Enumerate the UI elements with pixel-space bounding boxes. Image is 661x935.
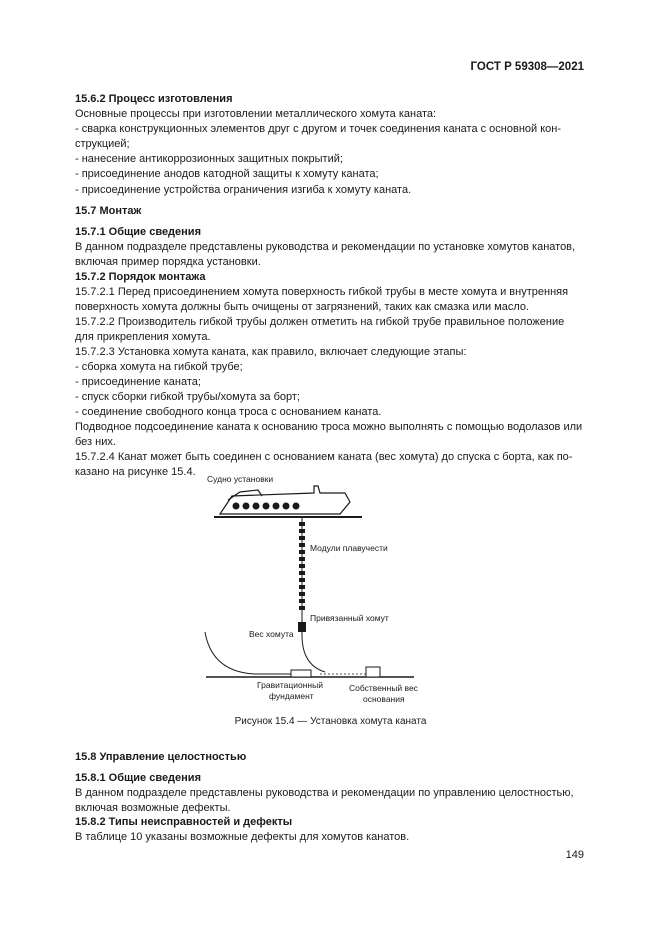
text-line: В таблице 10 указаны возможные дефекты для хомутов канатов. (75, 831, 410, 843)
text-line: Подводное подсоединение каната к основанию троса можно выполнять с помощью водолазов или (75, 421, 583, 433)
text-line: включая возможные дефекты. (75, 802, 231, 814)
heading-15-8-1: 15.8.1 Общие сведения (75, 772, 201, 784)
text-line: 15.7.2.3 Установка хомута каната, как правило, включает следующие этапы: (75, 346, 467, 358)
text-line: казано на рисунке 15.4. (75, 466, 196, 478)
text-line: струкцией; (75, 138, 130, 150)
flexible-pipe (302, 517, 325, 672)
label-tethered-clamp: Привязанный хомут (310, 613, 389, 623)
vessel-hull (220, 486, 350, 514)
label-own-weight-1: Собственный вес (349, 683, 418, 693)
heading-15-7: 15.7 Монтаж (75, 205, 142, 217)
page-number: 149 (565, 849, 584, 861)
heading-15-7-1: 15.7.1 Общие сведения (75, 226, 201, 238)
tethered-clamp (298, 622, 306, 632)
list-item: - присоединение анодов катодной защиты к хомуту каната; (75, 168, 379, 180)
list-item: - соединение свободного конца троса с основанием каната. (75, 406, 382, 418)
heading-15-7-2: 15.7.2 Порядок монтажа (75, 271, 206, 283)
text-line: 15.7.2.1 Перед присоединением хомута поверхность гибкой трубы в месте хомута и внутренняя (75, 286, 569, 298)
label-own-weight-2: основания (363, 694, 405, 704)
label-gravity-base-1: Гравитационный (257, 680, 323, 690)
label-clamp-weight: Вес хомута (249, 629, 294, 639)
text-line: включая пример порядка установки. (75, 256, 261, 268)
text-line: 15.7.2.4 Канат может быть соединен с основанием каната (вес хомута) до спуска с борта, как по- (75, 451, 573, 463)
list-item: - сборка хомута на гибкой трубе; (75, 361, 243, 373)
gravity-base (291, 670, 311, 677)
document-header: ГОСТ Р 59308—2021 (470, 61, 584, 73)
text-line: без них. (75, 436, 116, 448)
text-line: В данном подразделе представлены руководства и рекомендации по установке хомутов канатов, (75, 241, 576, 253)
list-item: - присоединение каната; (75, 376, 201, 388)
label-vessel: Судно установки (207, 474, 274, 484)
text-line: Основные процессы при изготовлении металлического хомута каната: (75, 108, 437, 120)
text-line: поверхность хомута должны быть очищены от загрязнений, таких как смазка или масло. (75, 301, 530, 313)
heading-15-8-2: 15.8.2 Типы неисправностей и дефекты (75, 816, 293, 828)
heading-15-8: 15.8 Управление целостностью (75, 751, 247, 763)
list-item: - спуск сборки гибкой трубы/хомута за борт; (75, 391, 300, 403)
text-line: для прикрепления хомута. (75, 331, 211, 343)
figure-15-4 (190, 470, 450, 710)
list-item: - присоединение устройства ограничения изгиба к хомуту каната. (75, 184, 412, 196)
text-line: В данном подразделе представлены руководства и рекомендации по управлению целостностью, (75, 787, 574, 799)
label-buoyancy: Модули плавучести (310, 543, 388, 553)
label-gravity-base-2: фундамент (269, 691, 314, 701)
base-weight (366, 667, 380, 677)
text-line: 15.7.2.2 Производитель гибкой трубы должен отметить на гибкой трубе правильное положение (75, 316, 565, 328)
list-item: - нанесение антикоррозионных защитных покрытий; (75, 153, 343, 165)
text-line: - сварка конструкционных элементов друг с другом и точек соединения каната с основной кон- (75, 123, 562, 135)
heading-15-6-2: 15.6.2 Процесс изготовления (75, 93, 233, 105)
figure-caption: Рисунок 15.4 — Установка хомута каната (234, 716, 427, 727)
